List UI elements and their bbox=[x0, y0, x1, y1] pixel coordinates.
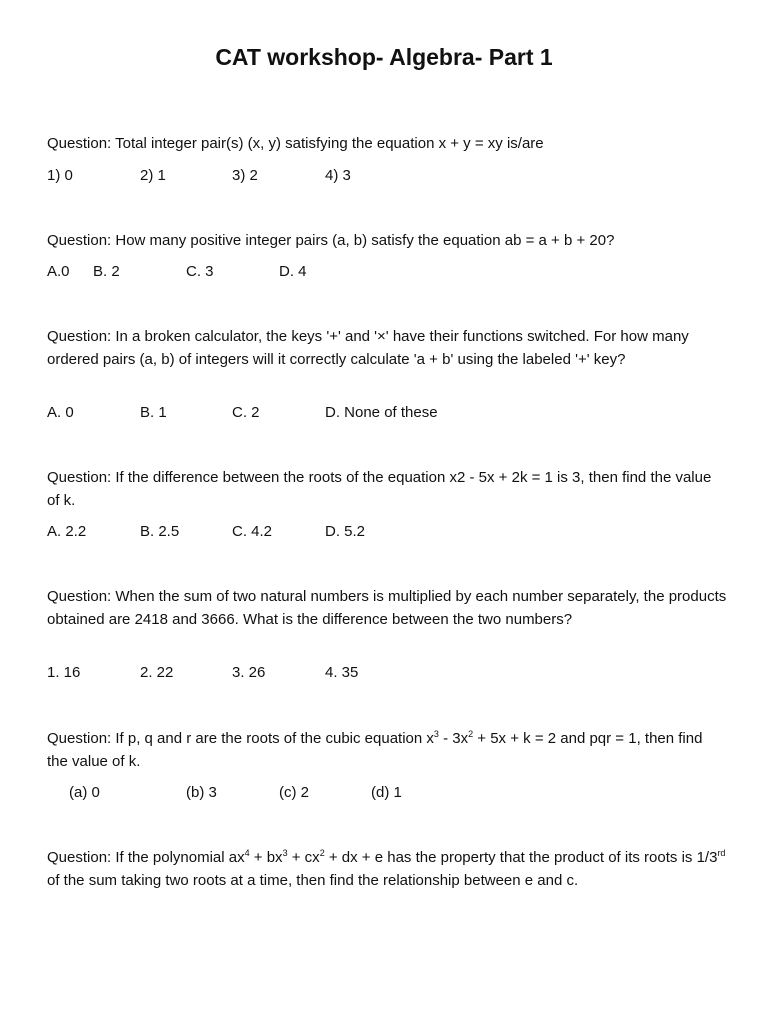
option: 2. 22 bbox=[140, 664, 174, 681]
text-run: Question: If p, q and r are the roots of the cubic equation x bbox=[47, 730, 434, 747]
option: D. None of these bbox=[325, 404, 438, 421]
text-run: Question: If the polynomial ax bbox=[47, 849, 245, 866]
superscript: 2 bbox=[319, 848, 325, 858]
option: B. 1 bbox=[140, 404, 167, 421]
option: C. 2 bbox=[232, 404, 260, 421]
question-6-options bbox=[47, 784, 727, 806]
text-run: of the sum taking two roots at a time, then find the relationship between e and c. bbox=[47, 871, 579, 889]
question-4-text: Question: If the difference between the roots of the equation x2 - 5x + 2k = 1 is 3, then find the value of k. bbox=[47, 469, 712, 509]
option: C. 3 bbox=[186, 263, 214, 280]
superscript: 3 bbox=[433, 729, 439, 739]
option: C. 4.2 bbox=[232, 523, 273, 540]
text-run: + bx bbox=[249, 849, 283, 866]
option: A. 0 bbox=[47, 404, 74, 421]
option: (a) 0 bbox=[69, 784, 100, 801]
option: A.0 bbox=[47, 263, 70, 280]
option: (b) 3 bbox=[186, 784, 217, 801]
superscript: 4 bbox=[244, 848, 250, 858]
superscript: 2 bbox=[468, 729, 474, 739]
option: D. 5.2 bbox=[325, 523, 366, 540]
superscript: 3 bbox=[282, 848, 288, 858]
text-run: + cx bbox=[287, 849, 320, 866]
option: 3) 2 bbox=[232, 167, 258, 184]
option: 4. 35 bbox=[325, 664, 359, 681]
question-3-text: Question: In a broken calculator, the keys '+' and '×' have their functions switched. For how many ordered pairs (a, b) of integers will it correctly calculate 'a + b' using the labeled '+' key? bbox=[47, 328, 689, 368]
option: B. 2 bbox=[93, 263, 120, 280]
text-run: + dx + e has the property that the product of its roots is 1/3 bbox=[324, 849, 718, 866]
question-1-options bbox=[47, 167, 727, 189]
page-title: CAT workshop- Algebra- Part 1 bbox=[215, 44, 553, 70]
question-4-options bbox=[47, 523, 727, 545]
option: 3. 26 bbox=[232, 664, 266, 681]
option: 2) 1 bbox=[140, 167, 166, 184]
option: 1. 16 bbox=[47, 664, 81, 681]
question-7-text bbox=[47, 847, 727, 892]
option: (d) 1 bbox=[371, 784, 402, 801]
option: (c) 2 bbox=[279, 784, 309, 801]
question-5-options bbox=[47, 664, 727, 686]
question-6-text bbox=[47, 728, 727, 773]
option: 4) 3 bbox=[325, 167, 351, 184]
question-5-text: Question: When the sum of two natural numbers is multiplied by each number separately, the products obtained are 2418 and 3666. What is the difference between the two numbers? bbox=[47, 588, 727, 628]
option: D. 4 bbox=[279, 263, 307, 280]
text-run: - 3x bbox=[438, 730, 469, 747]
superscript: rd bbox=[717, 848, 726, 858]
option: B. 2.5 bbox=[140, 523, 180, 540]
option: A. 2.2 bbox=[47, 523, 87, 540]
option: 1) 0 bbox=[47, 167, 73, 184]
question-2-text: Question: How many positive integer pairs (a, b) satisfy the equation ab = a + b + 20? bbox=[47, 232, 615, 249]
question-1-text: Question: Total integer pair(s) (x, y) satisfying the equation x + y = xy is/are bbox=[47, 135, 544, 152]
text-run: + 5x + k = 2 and pqr = 1, then find the value of k. bbox=[47, 730, 703, 770]
question-3-options bbox=[47, 404, 727, 426]
question-2-options bbox=[47, 263, 727, 285]
